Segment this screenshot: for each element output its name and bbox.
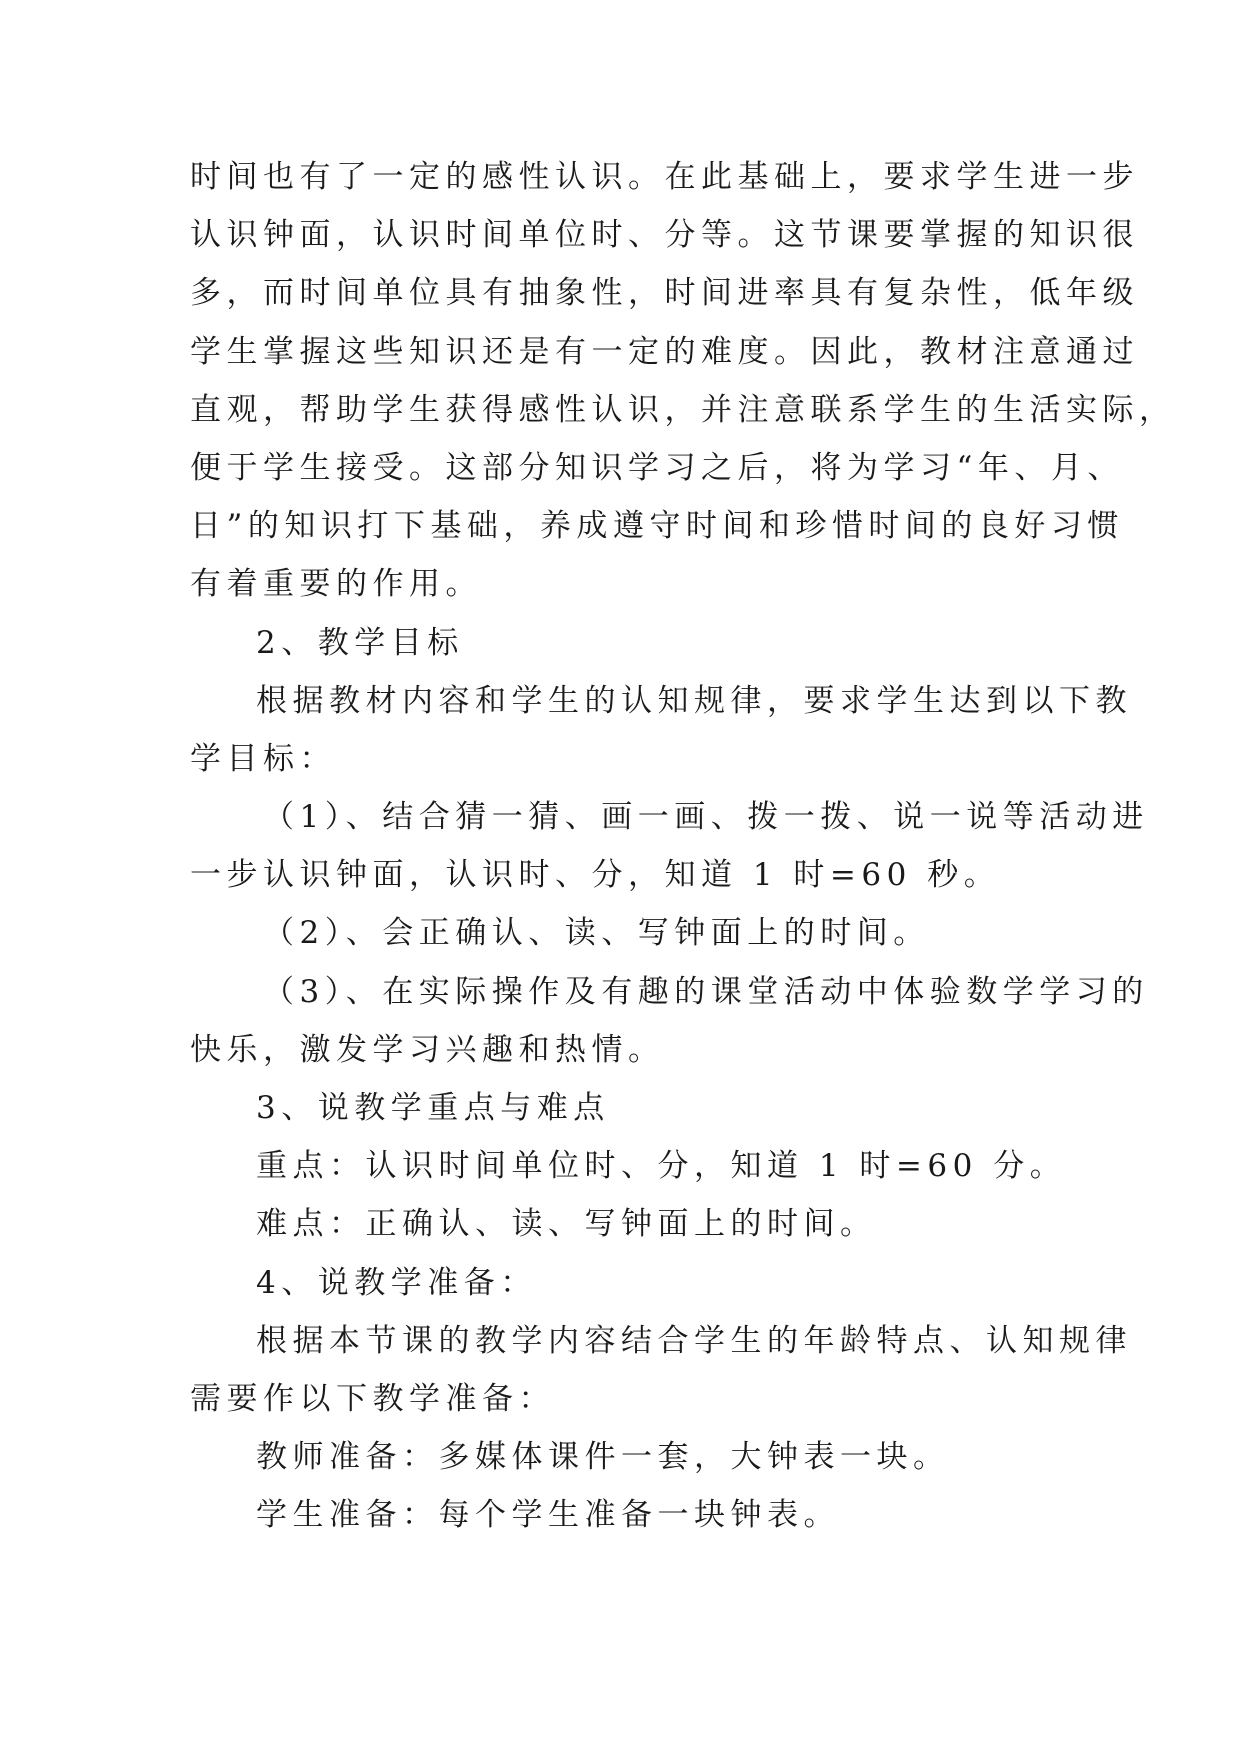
list-item: （3）、在实际操作及有趣的课堂活动中体验数学学习的 xyxy=(263,973,1149,1010)
section-heading: 4、说教学准备： xyxy=(256,1264,537,1301)
paragraph-line: 根据本节课的教学内容结合学生的年龄特点、认知规律 xyxy=(256,1322,1132,1359)
paragraph-line: 认识钟面，认识时间单位时、分等。这节课要掌握的知识很 xyxy=(190,217,1139,254)
paragraph-line: 直观，帮助学生获得感性认识，并注意联系学生的生活实际， xyxy=(190,391,1176,428)
paragraph-line: 根据教材内容和学生的认知规律，要求学生达到以下教 xyxy=(256,682,1132,719)
paragraph-line: 多，而时间单位具有抽象性，时间进率具有复杂性，低年级 xyxy=(190,275,1139,312)
list-item-continuation: 快乐，激发学习兴趣和热情。 xyxy=(190,1031,665,1068)
section-heading: 3、说教学重点与难点 xyxy=(256,1090,610,1126)
paragraph-line: 学生准备：每个学生准备一块钟表。 xyxy=(256,1497,840,1534)
paragraph-line: 教师准备：多媒体课件一套，大钟表一块。 xyxy=(256,1439,950,1476)
document-body xyxy=(190,148,1176,1545)
paragraph-line: 学目标： xyxy=(190,740,336,777)
paragraph-line: 重点：认识时间单位时、分，知道 1 时=60 分。 xyxy=(256,1148,1067,1185)
list-item: （1）、结合猜一猜、画一画、拨一拨、说一说等活动进 xyxy=(263,799,1149,836)
paragraph-line: 学生掌握这些知识还是有一定的难度。因此，教材注意通过 xyxy=(190,333,1139,370)
paragraph-line: 时间也有了一定的感性认识。在此基础上，要求学生进一步 xyxy=(190,159,1139,195)
list-item: （2）、会正确认、读、写钟面上的时间。 xyxy=(263,915,930,952)
paragraph-line: 有着重要的作用。 xyxy=(190,566,482,603)
paragraph-line: 日”的知识打下基础，养成遵守时间和珍惜时间的良好习惯 xyxy=(190,508,1124,545)
section-heading: 2、教学目标 xyxy=(256,624,464,661)
paragraph-line: 难点：正确认、读、写钟面上的时间。 xyxy=(256,1206,877,1243)
list-item-continuation: 一步认识钟面，认识时、分，知道 1 时=60 秒。 xyxy=(190,857,1001,894)
paragraph-line: 便于学生接受。这部分知识学习之后，将为学习“年、月、 xyxy=(190,449,1124,486)
paragraph-line: 需要作以下教学准备： xyxy=(190,1380,555,1417)
